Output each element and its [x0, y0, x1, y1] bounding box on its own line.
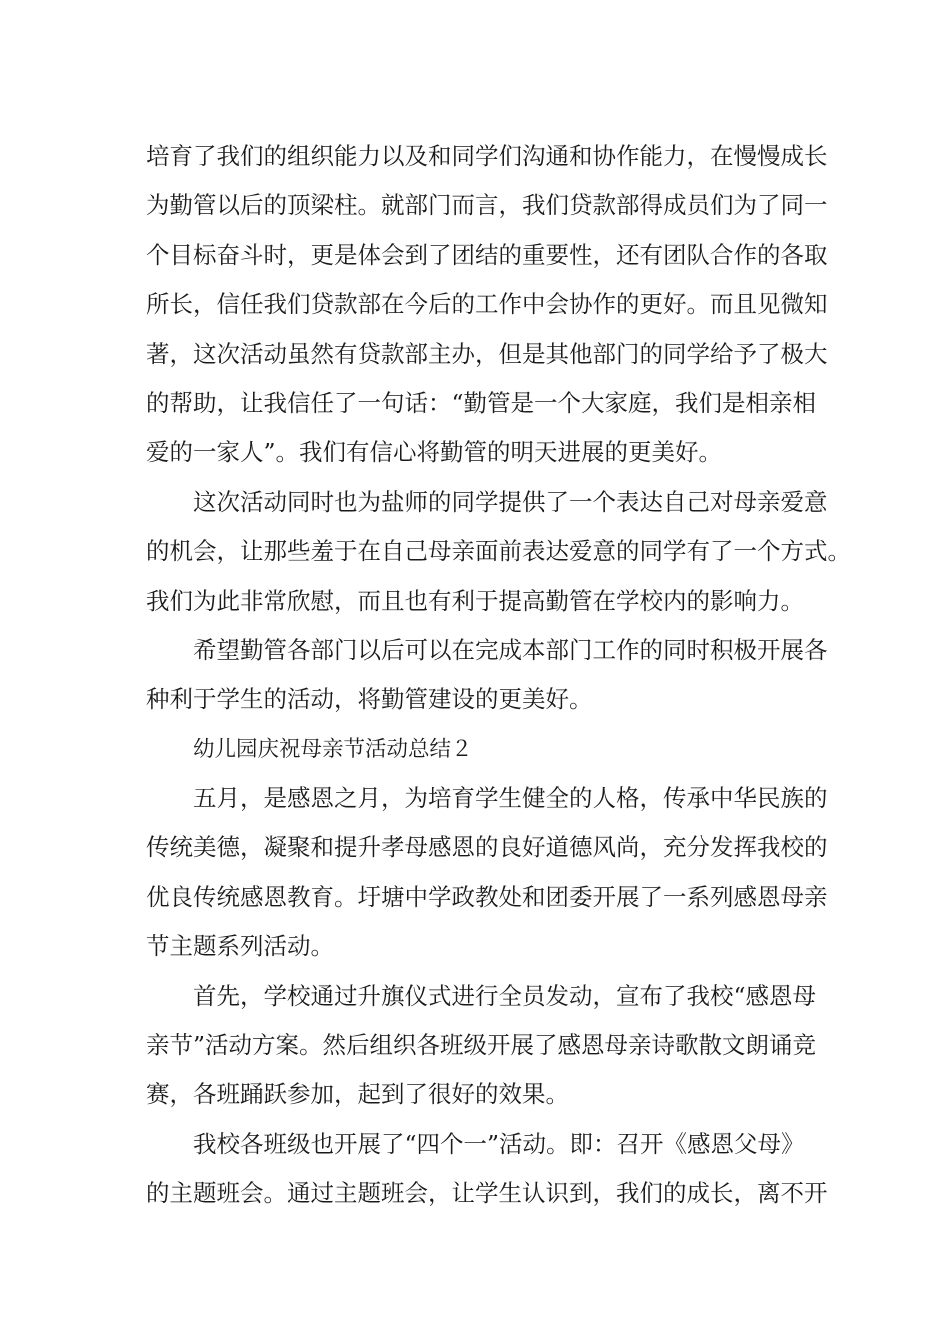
section-heading: 幼儿园庆祝母亲节活动总结２: [193, 736, 473, 762]
text-line: 的帮助，让我信任了一句话：“勤管是一个大家庭，我们是相亲相: [146, 388, 817, 417]
text-line: 个目标奋斗时，更是体会到了团结的重要性，还有团队合作的各取: [146, 240, 828, 269]
paragraph-first-line: 首先，学校通过升旗仪式进行全员发动，宣布了我校“感恩母: [193, 981, 817, 1010]
paragraph-first-line: 我校各班级也开展了“四个一”活动。即：召开《感恩父母》: [193, 1129, 805, 1158]
text-line: 爱的一家人”。我们有信心将勤管的明天进展的更美好。: [146, 438, 723, 467]
paragraph-first-line: 五月，是感恩之月，为培育学生健全的人格，传承中华民族的: [193, 784, 828, 813]
text-line: 的主题班会。通过主题班会，让学生认识到，我们的成长，离不开: [146, 1179, 828, 1208]
paragraph-first-line: 这次活动同时也为盐师的同学提供了一个表达自己对母亲爱意: [193, 487, 828, 516]
text-line: 赛，各班踊跃参加，起到了很好的效果。: [146, 1080, 569, 1109]
document-body: [146, 132, 851, 1219]
text-line: 著，这次活动虽然有贷款部主办，但是其他部门的同学给予了极大: [146, 339, 828, 368]
text-line: 我们为此非常欣慰，而且也有利于提高勤管在学校内的影响力。: [146, 586, 804, 615]
text-line: 传统美德，凝聚和提升孝母感恩的良好道德风尚，充分发挥我校的: [146, 833, 828, 862]
text-line: 亲节”活动方案。然后组织各班级开展了感恩母亲诗歌散文朗诵竞: [146, 1031, 817, 1060]
text-line: 种利于学生的活动，将勤管建设的更美好。: [146, 685, 593, 714]
text-line: 节主题系列活动。: [146, 932, 334, 961]
text-line: 培育了我们的组织能力以及和同学们沟通和协作能力，在慢慢成长: [146, 142, 828, 170]
text-line: 的机会，让那些羞于在自己母亲面前表达爱意的同学有了一个方式。: [146, 537, 851, 566]
text-line: 所长，信任我们贷款部在今后的工作中会协作的更好。而且见微知: [146, 290, 828, 319]
text-line: 优良传统感恩教育。圩塘中学政教处和团委开展了一系列感恩母亲: [146, 882, 828, 911]
text-line: 为勤管以后的顶梁柱。就部门而言，我们贷款部得成员们为了同一: [146, 191, 828, 220]
paragraph-first-line: 希望勤管各部门以后可以在完成本部门工作的同时积极开展各: [193, 635, 828, 664]
